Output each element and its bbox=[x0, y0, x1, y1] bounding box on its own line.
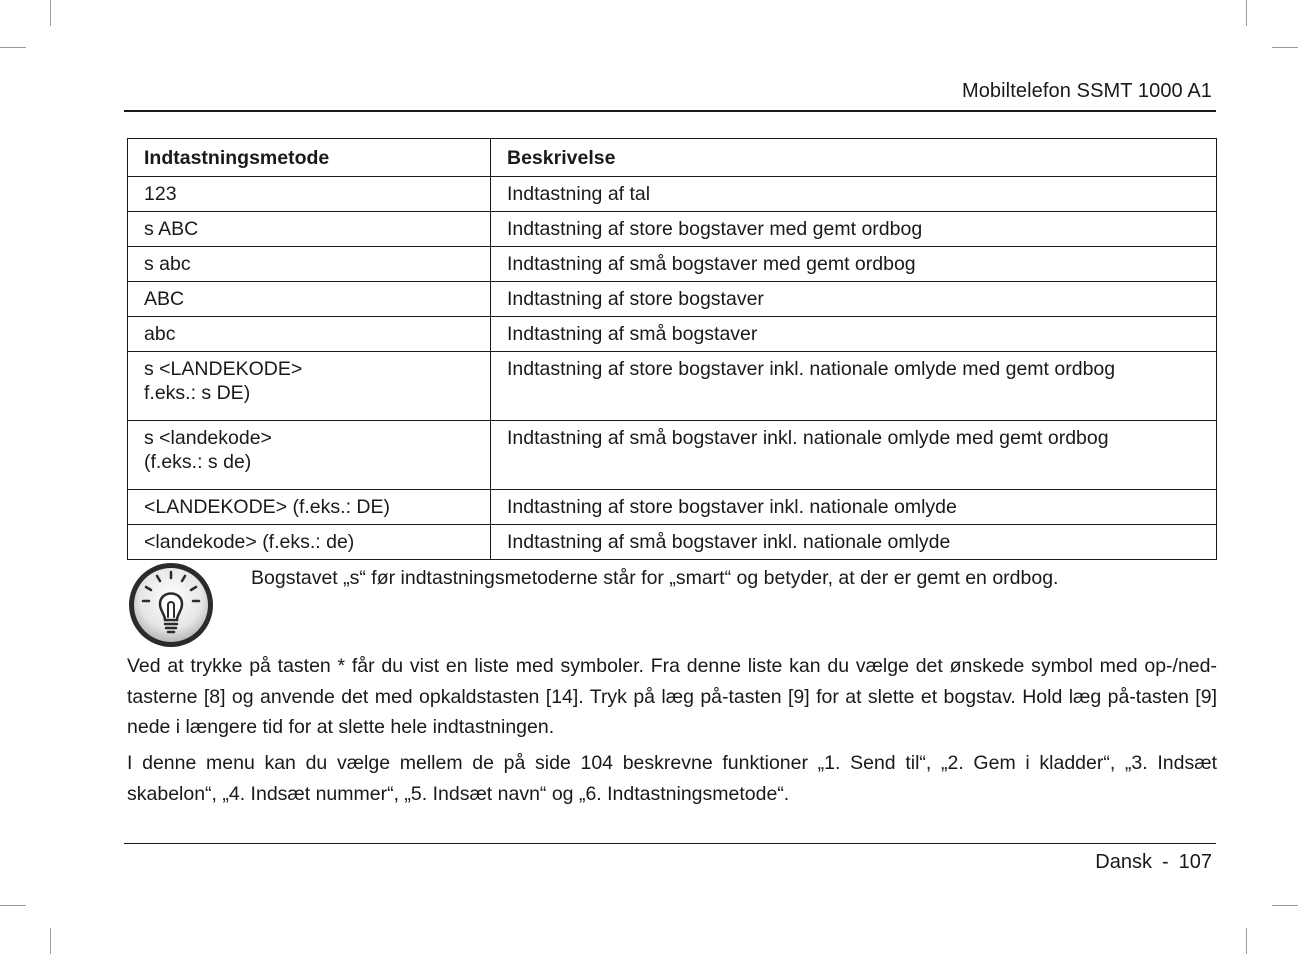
method-line: s <LANDEKODE> bbox=[144, 358, 303, 380]
tip-note: Bogstavet „s“ før indtastningsmetoderne står for „smart“ og betyder, at der er gemt en ordbog. bbox=[251, 567, 1059, 589]
table-row bbox=[128, 212, 1217, 247]
method-cell: <LANDEKODE> (f.eks.: DE) bbox=[128, 490, 491, 525]
method-line: s <landekode> bbox=[144, 427, 272, 449]
body-paragraph: I denne menu kan du vælge mellem de på side 104 beskrevne funktioner „1. Send til“, „2. Gem i kladder“, „3. Indsæt skabelon“, „4. Indsæt nummer“, „5. Indsæt navn“ og „6. Indtastningsmetode“. bbox=[127, 752, 1217, 805]
crop-mark bbox=[0, 905, 26, 906]
method-cell: abc bbox=[128, 317, 491, 352]
method-cell: s abc bbox=[128, 247, 491, 282]
crop-mark bbox=[50, 0, 51, 26]
description-cell: Indtastning af små bogstaver med gemt ordbog bbox=[491, 247, 1217, 282]
page-footer bbox=[1095, 851, 1212, 874]
footer-rule bbox=[124, 843, 1216, 844]
lightbulb-icon bbox=[126, 560, 216, 650]
table-row bbox=[128, 317, 1217, 352]
table-row bbox=[128, 282, 1217, 317]
table-row bbox=[128, 247, 1217, 282]
description-cell: Indtastning af små bogstaver bbox=[491, 317, 1217, 352]
column-header-method: Indtastningsmetode bbox=[128, 139, 491, 177]
description-cell: Indtastning af store bogstaver bbox=[491, 282, 1217, 317]
document-header-title: Mobiltelefon SSMT 1000 A1 bbox=[961, 80, 1212, 102]
footer-language: Dansk bbox=[1095, 851, 1152, 873]
description-cell: Indtastning af store bogstaver inkl. nationale omlyde bbox=[491, 490, 1217, 525]
crop-mark bbox=[1272, 47, 1298, 48]
table-header-row bbox=[128, 139, 1217, 177]
table-row bbox=[128, 490, 1217, 525]
method-cell bbox=[128, 352, 491, 421]
crop-mark bbox=[1272, 905, 1298, 906]
footer-separator: - bbox=[1161, 851, 1169, 873]
method-cell bbox=[128, 421, 491, 490]
method-cell: 123 bbox=[128, 177, 491, 212]
method-cell: s ABC bbox=[128, 212, 491, 247]
header-rule bbox=[124, 110, 1216, 112]
method-cell: <landekode> (f.eks.: de) bbox=[128, 525, 491, 560]
crop-mark bbox=[1246, 928, 1247, 954]
page-number: 107 bbox=[1178, 851, 1212, 873]
crop-mark bbox=[1246, 0, 1247, 26]
input-methods-table bbox=[127, 138, 1217, 560]
description-cell: Indtastning af store bogstaver med gemt ordbog bbox=[491, 212, 1217, 247]
crop-mark bbox=[0, 47, 26, 48]
description-cell: Indtastning af tal bbox=[491, 177, 1217, 212]
table-row bbox=[128, 177, 1217, 212]
description-cell: Indtastning af store bogstaver inkl. nationale omlyde med gemt ordbog bbox=[491, 352, 1217, 421]
body-paragraph: Ved at trykke på tasten * får du vist en liste med symboler. Fra denne liste kan du vælge det ønskede symbol med op-/ned-tasterne [8] og anvende det med opkaldstasten [14]. Tryk på læg på-tasten [9] for at slette et bogstav. Hold læg på-tasten [9] nede i længere tid for at slette hele indtastningen. bbox=[127, 655, 1217, 738]
method-example-line: f.eks.: s DE) bbox=[144, 382, 251, 404]
description-cell: Indtastning af små bogstaver inkl. nationale omlyde med gemt ordbog bbox=[491, 421, 1217, 490]
table-row bbox=[128, 421, 1217, 490]
description-cell: Indtastning af små bogstaver inkl. nationale omlyde bbox=[491, 525, 1217, 560]
crop-mark bbox=[50, 928, 51, 954]
table-row bbox=[128, 352, 1217, 421]
method-cell: ABC bbox=[128, 282, 491, 317]
method-example-line: (f.eks.: s de) bbox=[144, 451, 252, 473]
column-header-description: Beskrivelse bbox=[491, 139, 1217, 177]
table-row bbox=[128, 525, 1217, 560]
